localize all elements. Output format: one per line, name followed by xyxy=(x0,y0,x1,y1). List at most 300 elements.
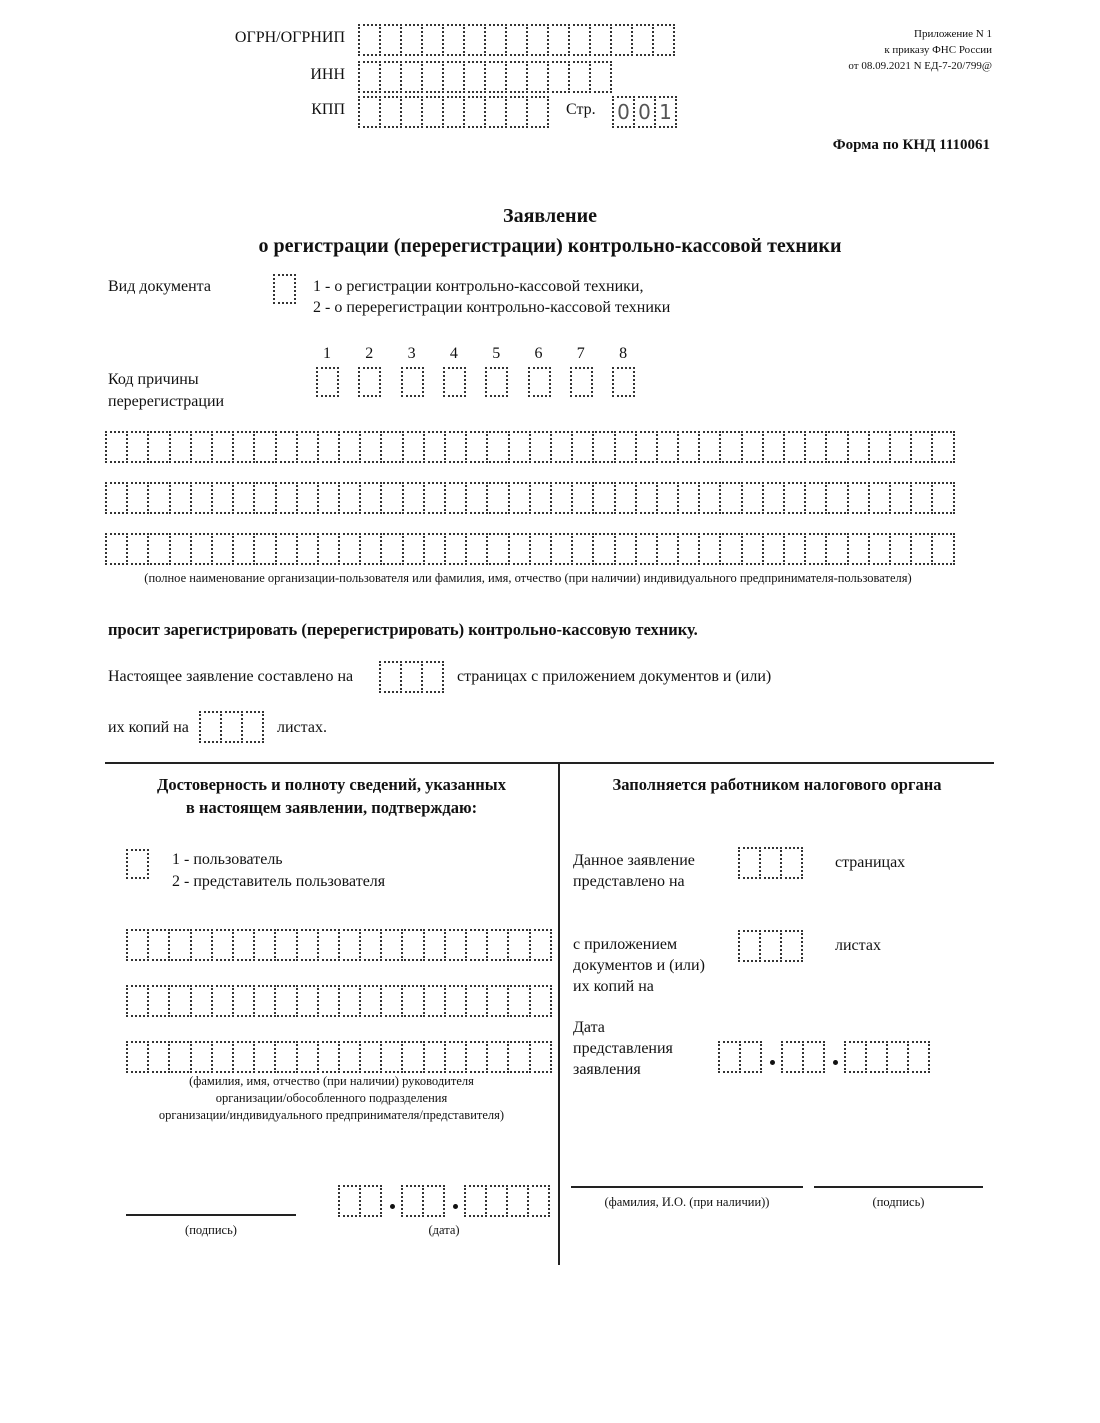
input-cell[interactable] xyxy=(358,96,381,128)
input-cell[interactable] xyxy=(296,929,319,961)
input-cell[interactable] xyxy=(847,431,870,463)
input-cell[interactable] xyxy=(253,431,276,463)
input-cell[interactable] xyxy=(169,533,192,565)
appendix-line-1: Приложение N 1 xyxy=(914,28,992,40)
input-cell[interactable] xyxy=(804,482,827,514)
input-cell[interactable] xyxy=(571,482,594,514)
input-cell[interactable] xyxy=(762,533,785,565)
input-cell[interactable] xyxy=(529,985,552,1017)
officer-name-line[interactable] xyxy=(571,1186,803,1188)
input-cell[interactable] xyxy=(486,1041,509,1073)
input-cell[interactable] xyxy=(741,431,764,463)
input-cell[interactable] xyxy=(465,482,488,514)
input-cell[interactable] xyxy=(211,482,234,514)
input-cell[interactable] xyxy=(317,482,340,514)
input-cell[interactable] xyxy=(780,930,803,962)
input-cell[interactable] xyxy=(359,431,382,463)
input-cell[interactable] xyxy=(423,431,446,463)
input-cell[interactable] xyxy=(486,482,509,514)
input-cell[interactable] xyxy=(508,533,531,565)
input-cell[interactable] xyxy=(465,533,488,565)
input-cell[interactable] xyxy=(463,96,486,128)
input-cell[interactable] xyxy=(738,930,761,962)
input-cell[interactable] xyxy=(931,482,954,514)
input-cell[interactable] xyxy=(126,431,149,463)
input-cell[interactable] xyxy=(421,96,444,128)
input-cell[interactable] xyxy=(380,929,403,961)
input-cell[interactable] xyxy=(759,930,782,962)
input-cell[interactable] xyxy=(592,533,615,565)
input-cell[interactable] xyxy=(825,533,848,565)
input-cell[interactable] xyxy=(889,533,912,565)
input-cell[interactable] xyxy=(568,61,591,93)
input-cell[interactable] xyxy=(804,533,827,565)
input-cell[interactable] xyxy=(738,847,761,879)
input-cell[interactable] xyxy=(401,929,424,961)
input-cell[interactable] xyxy=(126,1041,149,1073)
input-cell[interactable] xyxy=(802,1041,825,1073)
input-cell[interactable] xyxy=(401,1185,424,1217)
doc-type-field[interactable] xyxy=(273,274,296,304)
input-cell[interactable] xyxy=(652,24,675,56)
input-cell[interactable] xyxy=(505,61,528,93)
input-cell[interactable] xyxy=(759,847,782,879)
pages-count-field[interactable] xyxy=(379,661,444,693)
input-cell[interactable] xyxy=(847,533,870,565)
input-cell[interactable] xyxy=(889,482,912,514)
input-cell[interactable] xyxy=(868,431,891,463)
input-cell[interactable] xyxy=(274,985,297,1017)
input-cell[interactable] xyxy=(442,24,465,56)
input-cell[interactable] xyxy=(719,482,742,514)
input-cell[interactable] xyxy=(547,24,570,56)
input-cell[interactable] xyxy=(614,533,637,565)
input-cell[interactable] xyxy=(190,1041,213,1073)
kpp-field[interactable] xyxy=(358,96,549,128)
input-cell[interactable] xyxy=(635,533,658,565)
input-cell[interactable]: 1 xyxy=(654,96,677,128)
attach-sheets-field[interactable] xyxy=(738,930,803,962)
input-cell[interactable] xyxy=(907,1041,930,1073)
input-cell[interactable] xyxy=(338,1041,361,1073)
receipt-date-label-3: заявления xyxy=(573,1061,641,1078)
reason-code-number: 6 xyxy=(534,345,543,362)
input-cell[interactable] xyxy=(677,482,700,514)
input-cell[interactable] xyxy=(253,1041,276,1073)
input-cell[interactable] xyxy=(718,1041,741,1073)
input-cell[interactable] xyxy=(656,431,679,463)
input-cell[interactable] xyxy=(635,482,658,514)
input-cell[interactable] xyxy=(592,431,615,463)
input-cell[interactable] xyxy=(317,533,340,565)
input-cell[interactable] xyxy=(507,1041,530,1073)
input-cell[interactable] xyxy=(421,661,444,693)
form-code: Форма по КНД 1110061 xyxy=(832,137,990,153)
input-cell[interactable] xyxy=(635,431,658,463)
reason-code-number: 8 xyxy=(619,345,628,362)
input-cell[interactable] xyxy=(190,929,213,961)
receipt-date-day[interactable] xyxy=(718,1041,762,1073)
input-cell[interactable] xyxy=(783,533,806,565)
org-name-row[interactable] xyxy=(105,482,955,514)
input-cell[interactable] xyxy=(610,24,633,56)
input-cell[interactable] xyxy=(211,431,234,463)
input-cell[interactable] xyxy=(296,431,319,463)
input-cell[interactable] xyxy=(380,482,403,514)
input-cell[interactable] xyxy=(400,24,423,56)
input-cell[interactable] xyxy=(126,533,149,565)
input-cell[interactable] xyxy=(253,533,276,565)
input-cell[interactable] xyxy=(338,533,361,565)
input-cell[interactable] xyxy=(910,482,933,514)
input-cell[interactable] xyxy=(550,482,573,514)
input-cell[interactable] xyxy=(486,431,509,463)
reason-code-checkbox[interactable] xyxy=(358,367,381,397)
input-cell[interactable] xyxy=(380,985,403,1017)
title-line-1: Заявление xyxy=(503,205,597,227)
input-cell[interactable] xyxy=(338,431,361,463)
input-cell[interactable] xyxy=(359,533,382,565)
input-cell[interactable] xyxy=(741,533,764,565)
input-cell[interactable] xyxy=(421,61,444,93)
input-cell[interactable] xyxy=(232,533,255,565)
input-cell[interactable] xyxy=(931,431,954,463)
input-cell[interactable] xyxy=(444,533,467,565)
inn-label: ИНН xyxy=(310,66,345,83)
title-line-2: о регистрации (перерегистрации) контрольно-кассовой техники xyxy=(258,235,842,257)
page-number-field[interactable] xyxy=(612,96,677,128)
input-cell[interactable] xyxy=(444,929,467,961)
input-cell[interactable] xyxy=(401,985,424,1017)
input-cell[interactable] xyxy=(190,431,213,463)
input-cell[interactable] xyxy=(147,482,170,514)
input-cell[interactable] xyxy=(359,1041,382,1073)
input-cell[interactable] xyxy=(486,929,509,961)
input-cell[interactable] xyxy=(465,1041,488,1073)
input-cell[interactable] xyxy=(232,985,255,1017)
copies-count-field[interactable] xyxy=(199,711,264,743)
signer-name-row[interactable] xyxy=(126,929,552,961)
input-cell[interactable] xyxy=(465,929,488,961)
reason-code-number: 3 xyxy=(407,345,416,362)
input-cell[interactable] xyxy=(631,24,654,56)
input-cell[interactable] xyxy=(844,1041,867,1073)
input-cell[interactable] xyxy=(168,985,191,1017)
input-cell[interactable] xyxy=(550,533,573,565)
input-cell[interactable] xyxy=(253,482,276,514)
input-cell[interactable] xyxy=(804,431,827,463)
reason-code-checkbox[interactable] xyxy=(528,367,551,397)
input-cell[interactable] xyxy=(380,533,403,565)
signer-name-row[interactable] xyxy=(126,985,552,1017)
input-cell[interactable] xyxy=(241,711,264,743)
input-cell[interactable] xyxy=(589,61,612,93)
input-cell[interactable] xyxy=(825,431,848,463)
input-cell[interactable] xyxy=(571,533,594,565)
input-cell[interactable] xyxy=(422,1185,445,1217)
input-cell[interactable] xyxy=(211,1041,234,1073)
input-cell[interactable] xyxy=(169,431,192,463)
appendix-line-2: к приказу ФНС России xyxy=(884,44,992,56)
input-cell[interactable] xyxy=(698,482,721,514)
input-cell[interactable] xyxy=(781,1041,804,1073)
input-cell[interactable] xyxy=(868,482,891,514)
input-cell[interactable] xyxy=(484,24,507,56)
input-cell[interactable] xyxy=(526,96,549,128)
input-cell[interactable] xyxy=(190,985,213,1017)
input-cell[interactable] xyxy=(465,431,488,463)
input-cell[interactable] xyxy=(423,929,446,961)
signer-date-day[interactable] xyxy=(338,1185,382,1217)
input-cell[interactable] xyxy=(505,96,528,128)
input-cell[interactable] xyxy=(507,985,530,1017)
input-cell[interactable] xyxy=(444,985,467,1017)
input-cell[interactable] xyxy=(220,711,243,743)
reason-code-checkbox[interactable] xyxy=(401,367,424,397)
input-cell[interactable] xyxy=(508,431,531,463)
input-cell[interactable] xyxy=(783,431,806,463)
input-cell[interactable] xyxy=(379,24,402,56)
input-cell[interactable] xyxy=(126,482,149,514)
input-cell[interactable] xyxy=(529,431,552,463)
input-cell[interactable] xyxy=(402,533,425,565)
input-cell[interactable] xyxy=(463,24,486,56)
input-cell[interactable] xyxy=(550,431,573,463)
input-cell[interactable] xyxy=(199,711,222,743)
input-cell[interactable] xyxy=(677,533,700,565)
input-cell[interactable] xyxy=(698,431,721,463)
receipt-date-year[interactable] xyxy=(844,1041,930,1073)
input-cell[interactable] xyxy=(527,1185,550,1217)
input-cell[interactable] xyxy=(253,985,276,1017)
input-cell[interactable] xyxy=(783,482,806,514)
input-cell[interactable] xyxy=(780,847,803,879)
input-cell[interactable] xyxy=(147,985,170,1017)
input-cell[interactable] xyxy=(296,1041,319,1073)
input-cell[interactable] xyxy=(507,929,530,961)
input-cell[interactable] xyxy=(359,1185,382,1217)
input-cell[interactable] xyxy=(423,482,446,514)
input-cell[interactable] xyxy=(105,482,128,514)
input-cell[interactable] xyxy=(190,482,213,514)
input-cell[interactable] xyxy=(296,533,319,565)
input-cell[interactable] xyxy=(484,61,507,93)
submitted-pages-field[interactable] xyxy=(738,847,803,879)
input-cell[interactable] xyxy=(506,1185,529,1217)
input-cell[interactable] xyxy=(486,985,509,1017)
input-cell[interactable] xyxy=(589,24,612,56)
input-cell[interactable] xyxy=(571,431,594,463)
input-cell[interactable] xyxy=(442,96,465,128)
org-name-row[interactable] xyxy=(105,533,955,565)
input-cell[interactable] xyxy=(400,661,423,693)
input-cell[interactable] xyxy=(190,533,213,565)
reason-code-number: 4 xyxy=(449,345,458,362)
input-cell[interactable] xyxy=(505,24,528,56)
input-cell[interactable] xyxy=(614,431,637,463)
input-cell[interactable] xyxy=(526,61,549,93)
input-cell[interactable] xyxy=(529,929,552,961)
input-cell[interactable] xyxy=(485,1185,508,1217)
input-cell[interactable] xyxy=(886,1041,909,1073)
input-cell[interactable] xyxy=(232,929,255,961)
signature-line[interactable] xyxy=(126,1214,296,1216)
input-cell[interactable] xyxy=(126,929,149,961)
input-cell[interactable] xyxy=(889,431,912,463)
input-cell[interactable] xyxy=(317,1041,340,1073)
signer-date-year[interactable] xyxy=(464,1185,550,1217)
input-cell[interactable] xyxy=(508,482,531,514)
input-cell[interactable] xyxy=(211,533,234,565)
input-cell[interactable] xyxy=(147,431,170,463)
receipt-date-month[interactable] xyxy=(781,1041,825,1073)
input-cell[interactable] xyxy=(232,1041,255,1073)
input-cell[interactable] xyxy=(931,533,954,565)
input-cell[interactable] xyxy=(147,533,170,565)
input-cell[interactable] xyxy=(463,61,486,93)
input-cell[interactable] xyxy=(274,929,297,961)
input-cell[interactable] xyxy=(656,482,679,514)
input-cell[interactable] xyxy=(317,985,340,1017)
signer-name-row[interactable] xyxy=(126,1041,552,1073)
input-cell[interactable] xyxy=(910,533,933,565)
input-cell[interactable]: 0 xyxy=(612,96,635,128)
officer-signature-line[interactable] xyxy=(814,1186,983,1188)
input-cell[interactable] xyxy=(484,96,507,128)
input-cell[interactable] xyxy=(105,431,128,463)
input-cell[interactable] xyxy=(401,1041,424,1073)
input-cell[interactable] xyxy=(317,431,340,463)
input-cell[interactable] xyxy=(739,1041,762,1073)
input-cell[interactable] xyxy=(529,533,552,565)
input-cell[interactable] xyxy=(338,482,361,514)
input-cell[interactable] xyxy=(486,533,509,565)
input-cell[interactable] xyxy=(865,1041,888,1073)
input-cell[interactable] xyxy=(168,1041,191,1073)
date-separator-dot xyxy=(833,1060,838,1065)
input-cell[interactable] xyxy=(400,96,423,128)
input-cell[interactable] xyxy=(380,431,403,463)
input-cell[interactable] xyxy=(442,61,465,93)
input-cell[interactable] xyxy=(232,431,255,463)
org-name-row[interactable] xyxy=(105,431,955,463)
input-cell[interactable] xyxy=(147,1041,170,1073)
input-cell[interactable] xyxy=(275,431,298,463)
input-cell[interactable] xyxy=(444,482,467,514)
input-cell[interactable] xyxy=(169,482,192,514)
input-cell[interactable] xyxy=(719,431,742,463)
input-cell[interactable] xyxy=(547,61,570,93)
input-cell[interactable] xyxy=(338,929,361,961)
confirm-heading-line-2: в настоящем заявлении, подтверждаю: xyxy=(185,798,478,817)
submitted-label-2: представлено на xyxy=(573,873,685,890)
reason-code-checkbox[interactable] xyxy=(316,367,339,397)
input-cell[interactable] xyxy=(338,985,361,1017)
input-cell[interactable] xyxy=(464,1185,487,1217)
request-text: просит зарегистрировать (перерегистрировать) контрольно-кассовую технику. xyxy=(108,620,698,639)
input-cell[interactable] xyxy=(253,929,276,961)
input-cell[interactable] xyxy=(526,24,549,56)
ogrn-field[interactable] xyxy=(358,24,675,56)
input-cell[interactable] xyxy=(379,661,402,693)
input-cell[interactable] xyxy=(380,1041,403,1073)
reason-code-checkbox[interactable] xyxy=(443,367,466,397)
input-cell[interactable] xyxy=(847,482,870,514)
reason-code-checkbox[interactable] xyxy=(612,367,635,397)
input-cell[interactable] xyxy=(910,431,933,463)
input-cell[interactable] xyxy=(275,482,298,514)
input-cell[interactable] xyxy=(825,482,848,514)
input-cell[interactable]: 0 xyxy=(633,96,656,128)
input-cell[interactable] xyxy=(359,929,382,961)
input-cell[interactable] xyxy=(168,929,191,961)
doc-type-label: Вид документа xyxy=(108,278,211,295)
input-cell[interactable] xyxy=(359,482,382,514)
doc-type-option-2: 2 - о перерегистрации контрольно-кассовой техники xyxy=(313,299,671,316)
reason-code-checkbox[interactable] xyxy=(485,367,508,397)
input-cell[interactable] xyxy=(211,985,234,1017)
input-cell[interactable] xyxy=(444,1041,467,1073)
input-cell[interactable] xyxy=(232,482,255,514)
input-cell[interactable] xyxy=(677,431,700,463)
input-cell[interactable] xyxy=(868,533,891,565)
signer-date-month[interactable] xyxy=(401,1185,445,1217)
input-cell[interactable] xyxy=(762,482,785,514)
attach-suffix: листах xyxy=(835,937,881,954)
input-cell[interactable] xyxy=(274,1041,297,1073)
reason-code-checkbox[interactable] xyxy=(570,367,593,397)
input-cell[interactable] xyxy=(719,533,742,565)
inn-field[interactable] xyxy=(358,61,612,93)
input-cell[interactable] xyxy=(529,482,552,514)
input-cell[interactable] xyxy=(402,431,425,463)
input-cell[interactable] xyxy=(529,1041,552,1073)
input-cell[interactable] xyxy=(338,1185,361,1217)
input-cell[interactable] xyxy=(592,482,615,514)
input-cell[interactable] xyxy=(379,96,402,128)
appendix-line-3: от 08.09.2021 N ЕД-7-20/799@ xyxy=(848,60,992,72)
input-cell[interactable] xyxy=(402,482,425,514)
input-cell[interactable] xyxy=(465,985,488,1017)
input-cell[interactable] xyxy=(126,985,149,1017)
input-cell[interactable] xyxy=(296,482,319,514)
input-cell[interactable] xyxy=(400,61,423,93)
input-cell[interactable] xyxy=(296,985,319,1017)
input-cell[interactable] xyxy=(275,533,298,565)
signer-type-field[interactable] xyxy=(126,849,149,879)
input-cell[interactable] xyxy=(358,24,381,56)
input-cell[interactable] xyxy=(762,431,785,463)
input-cell[interactable] xyxy=(423,985,446,1017)
input-cell[interactable] xyxy=(379,61,402,93)
input-cell[interactable] xyxy=(423,533,446,565)
input-cell[interactable] xyxy=(358,61,381,93)
input-cell[interactable] xyxy=(423,1041,446,1073)
input-cell[interactable] xyxy=(211,929,234,961)
input-cell[interactable] xyxy=(359,985,382,1017)
copies-prefix: их копий на xyxy=(108,719,189,736)
input-cell[interactable] xyxy=(741,482,764,514)
input-cell[interactable] xyxy=(317,929,340,961)
input-cell[interactable] xyxy=(421,24,444,56)
input-cell[interactable] xyxy=(147,929,170,961)
input-cell[interactable] xyxy=(568,24,591,56)
input-cell[interactable] xyxy=(614,482,637,514)
input-cell[interactable] xyxy=(656,533,679,565)
input-cell[interactable] xyxy=(444,431,467,463)
input-cell[interactable] xyxy=(698,533,721,565)
input-cell[interactable] xyxy=(105,533,128,565)
